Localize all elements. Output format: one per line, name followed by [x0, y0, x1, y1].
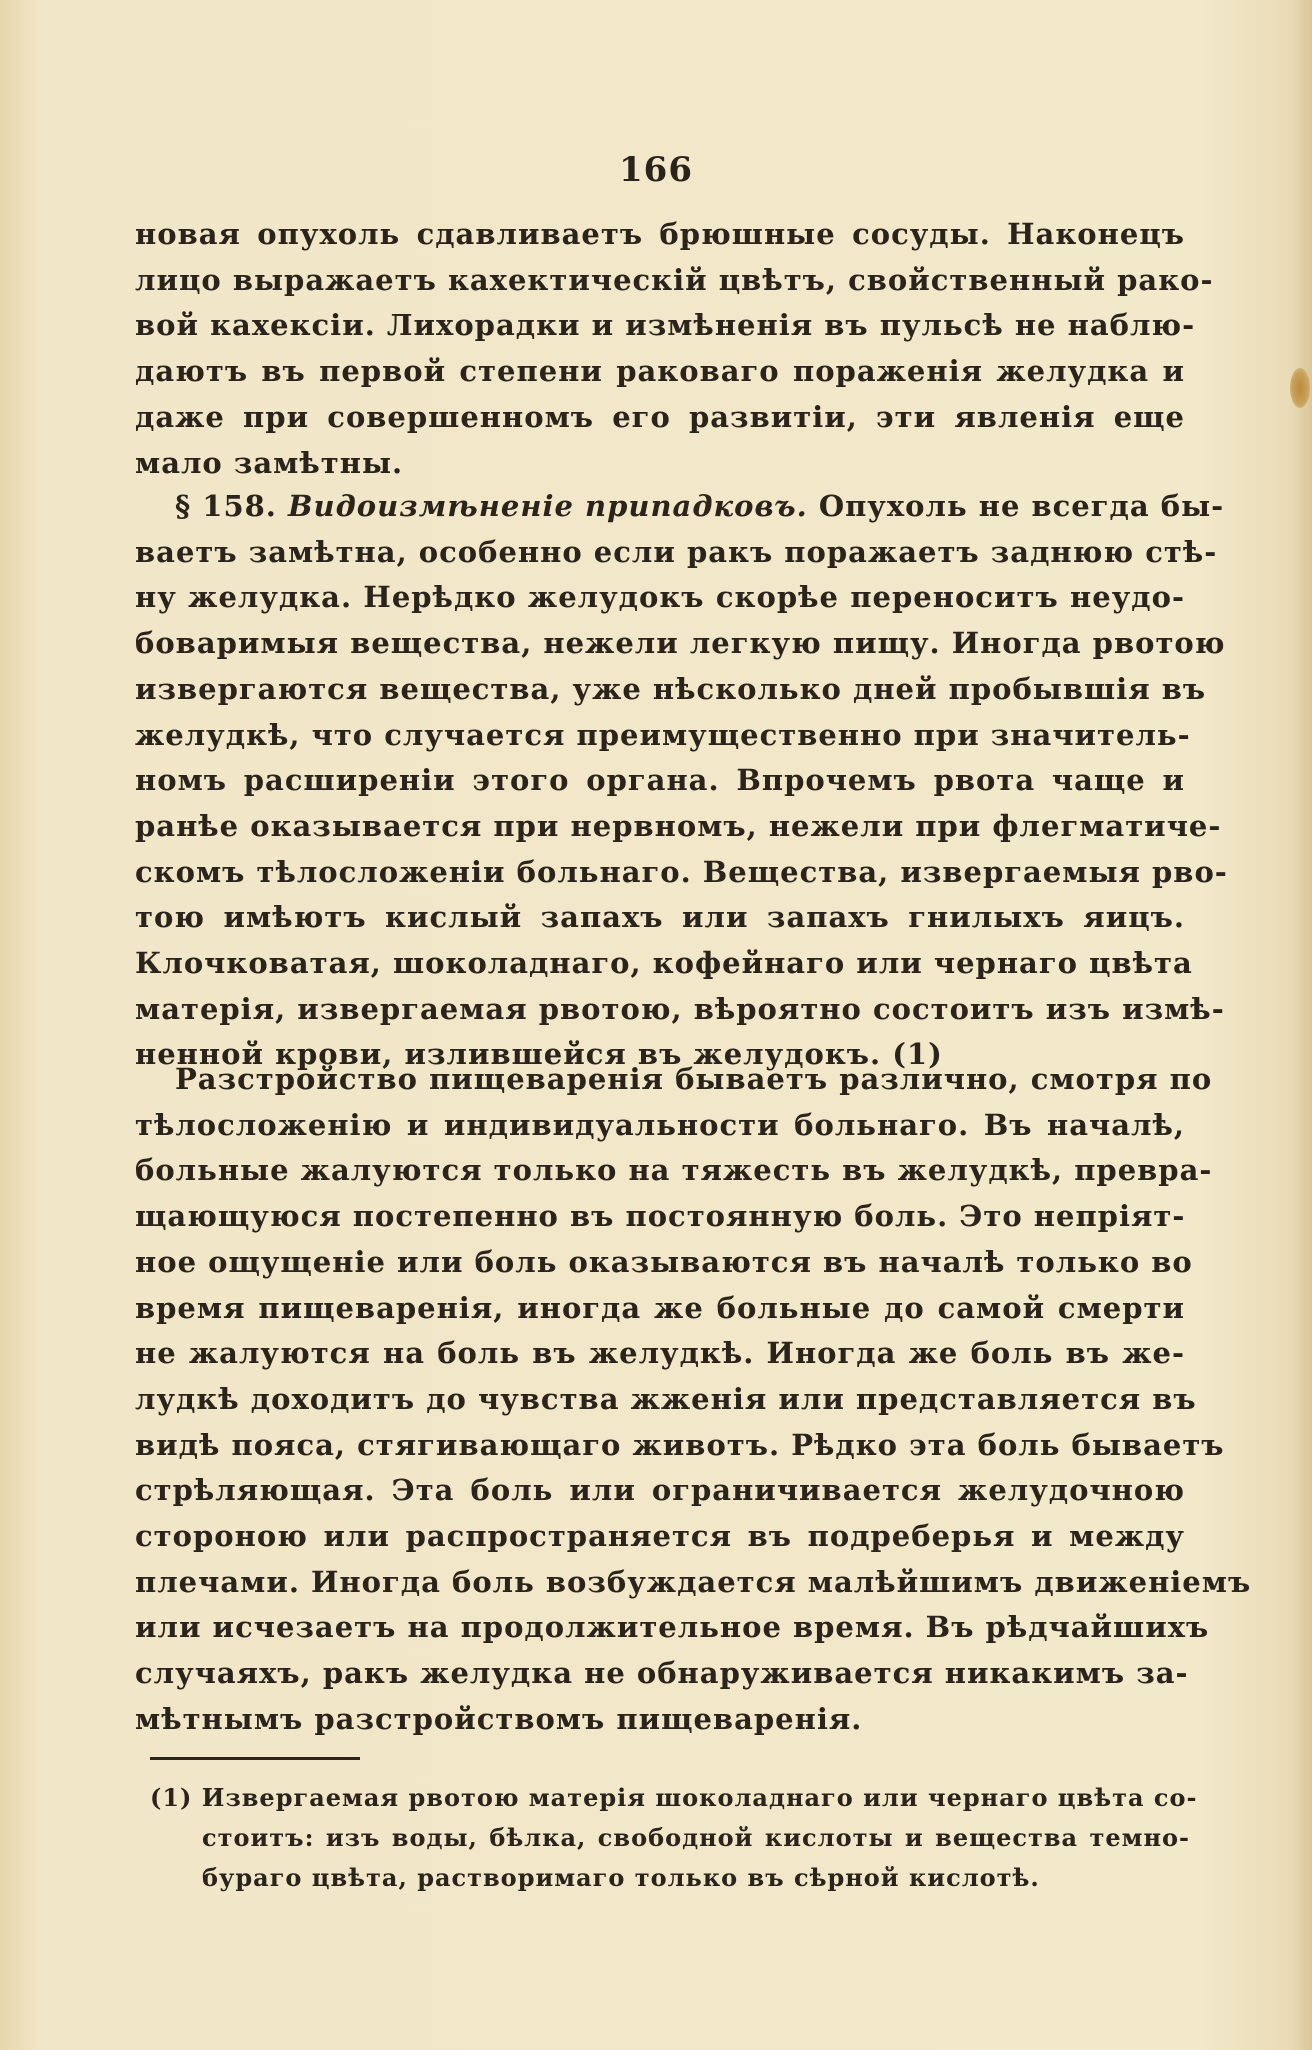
paragraph-1	[135, 212, 1214, 486]
text-line: больные жалуются только на тяжесть въ желудкѣ, превра-	[135, 1153, 1213, 1188]
footnote-line: (1) Извергаемая рвотою матерія шоколаднаго или чернаго цвѣта со-	[150, 1783, 1198, 1812]
text-line: щающуюся постепенно въ постоянную боль. Это непріят-	[135, 1199, 1186, 1234]
text-line: вой кахексіи. Лихорадки и измѣненія въ пульсѣ не наблю-	[135, 308, 1196, 343]
text-line: ранѣе оказывается при нервномъ, нежели при флегматиче-	[135, 808, 1222, 843]
text-line: ваетъ замѣтна, особенно если ракъ поражаетъ заднюю стѣ-	[135, 534, 1218, 569]
text-line: мало замѣтны.	[135, 445, 404, 480]
section-title: Видоизмѣненіе припадковъ.	[288, 489, 808, 523]
section-heading-line	[135, 484, 1225, 530]
text-line: Клочковатая, шоколаднаго, кофейнаго или чернаго цвѣта	[135, 946, 1193, 981]
text-line: новая опухоль сдавливаетъ брюшные сосуды. Наконецъ	[135, 217, 1185, 251]
text-line: матерія, извергаемая рвотою, вѣроятно состоитъ изъ измѣ-	[135, 991, 1225, 1026]
text-line: тою имѣютъ кислый запахъ или запахъ гнилыхъ яицъ.	[135, 900, 1185, 935]
text-line: не жалуются на боль въ желудкѣ. Иногда же боль въ же-	[135, 1336, 1185, 1371]
text-line: тѣлосложенію и индивидуальности больнаго. Въ началѣ,	[135, 1107, 1185, 1142]
text-line: боваримыя вещества, нежели легкую пищу. Иногда рвотою	[135, 626, 1226, 661]
text-line: желудкѣ, что случается преимущественно при значитель-	[135, 717, 1191, 752]
text-line: стрѣляющая. Эта боль или ограничивается желудочною	[135, 1473, 1185, 1508]
text-line: лицо выражаетъ кахектическій цвѣтъ, свойственный рако-	[135, 262, 1214, 297]
footnote	[150, 1778, 1198, 1898]
text-line: лудкѣ доходитъ до чувства жженія или представляется въ	[135, 1381, 1197, 1416]
paragraph-3	[135, 1057, 1252, 1743]
text-line: даютъ въ первой степени раковаго пораженія желудка и	[135, 354, 1185, 389]
text-line: видѣ пояса, стягивающаго животъ. Рѣдко эта боль бываетъ	[135, 1427, 1225, 1462]
text-fragment: Опухоль не всегда бы-	[818, 489, 1225, 523]
text-line: ну желудка. Нерѣдко желудокъ скорѣе переноситъ неудо-	[135, 580, 1185, 615]
text-line: извергаются вещества, уже нѣсколько дней пробывшія въ	[135, 671, 1207, 706]
text-line: Разстройство пищеваренія бываетъ различно, смотря по	[175, 1062, 1213, 1096]
section-number: § 158.	[175, 489, 277, 523]
footnote-line: бураго цвѣта, растворимаго только въ сѣрной кислотѣ.	[202, 1863, 1040, 1892]
page-number: 166	[619, 150, 693, 190]
footnote-line: стоитъ: изъ воды, бѣлка, свободной кислоты и вещества темно-	[202, 1823, 1190, 1852]
text-line: скомъ тѣлосложеніи больнаго. Вещества, извергаемыя рво-	[135, 854, 1228, 889]
text-line: ное ощущеніе или боль оказываются въ началѣ только во	[135, 1244, 1193, 1279]
paragraph-2	[135, 484, 1228, 1078]
footnote-divider	[150, 1757, 360, 1760]
text-line: случаяхъ, ракъ желудка не обнаруживается никакимъ за-	[135, 1656, 1189, 1691]
text-line: номъ расширеніи этого органа. Впрочемъ рвота чаще и	[135, 763, 1185, 798]
text-line: время пищеваренія, иногда же больные до самой смерти	[135, 1290, 1185, 1325]
text-line: даже при совершенномъ его развитіи, эти явленія еще	[135, 399, 1185, 434]
text-line: ненной крови, излившейся въ желудокъ. (1)	[135, 1037, 943, 1072]
text-line: мѣтнымъ разстройствомъ пищеваренія.	[135, 1701, 863, 1736]
paper-stain	[1290, 368, 1310, 408]
text-line: стороною или распространяется въ подреберья и между	[135, 1519, 1185, 1554]
text-line: плечами. Иногда боль возбуждается малѣйшимъ движеніемъ	[135, 1564, 1252, 1599]
text-line: или исчезаетъ на продолжительное время. Въ рѣдчайшихъ	[135, 1610, 1210, 1645]
